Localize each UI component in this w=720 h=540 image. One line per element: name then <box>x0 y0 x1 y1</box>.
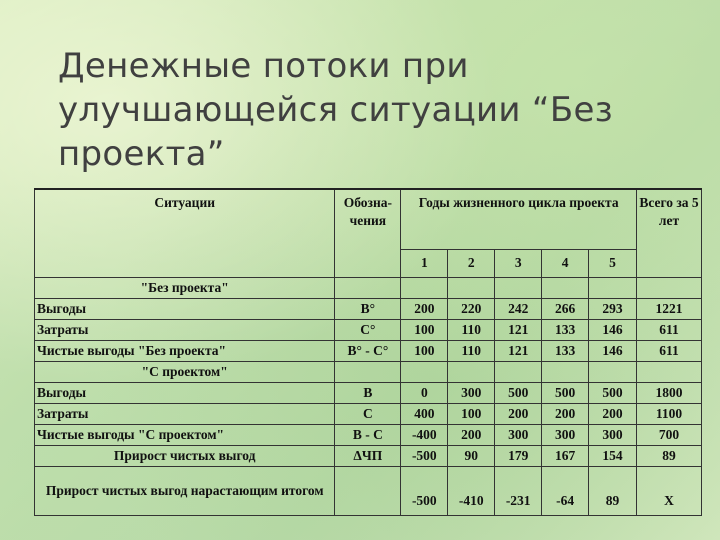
value-cell: 89 <box>589 466 637 515</box>
value-cell: 100 <box>401 340 448 361</box>
value-cell: 500 <box>495 382 542 403</box>
row-label: Затраты <box>35 403 335 424</box>
value-cell: 300 <box>542 424 589 445</box>
value-cell: 220 <box>448 298 495 319</box>
row-label: Чистые выгоды "Без проекта" <box>35 340 335 361</box>
cell <box>542 277 589 298</box>
row-label: Затраты <box>35 319 335 340</box>
total-cell: 611 <box>637 340 702 361</box>
row-code: ΔЧП <box>335 445 401 466</box>
row-code: B° <box>335 298 401 319</box>
row-label: Выгоды <box>35 298 335 319</box>
value-cell: 266 <box>542 298 589 319</box>
row-code: C <box>335 403 401 424</box>
value-cell: 400 <box>401 403 448 424</box>
cell <box>589 277 637 298</box>
table-row <box>35 319 702 340</box>
value-cell: 179 <box>495 445 542 466</box>
row-code: B° - C° <box>335 340 401 361</box>
slide-title: Денежные потоки при улучшающейся ситуации “Без проекта” <box>58 46 614 174</box>
value-cell: -500 <box>401 466 448 515</box>
table-row <box>35 298 702 319</box>
value-cell: 300 <box>495 424 542 445</box>
cell <box>542 361 589 382</box>
section-with-project: "С проектом" <box>35 361 335 382</box>
total-cell: 1800 <box>637 382 702 403</box>
value-cell: -64 <box>542 466 589 515</box>
value-cell: 500 <box>542 382 589 403</box>
cell <box>495 361 542 382</box>
table-row <box>35 403 702 424</box>
value-cell: 100 <box>448 403 495 424</box>
total-cell: X <box>637 466 702 515</box>
header-years: Годы жизненного цикла проекта <box>401 189 637 249</box>
value-cell: 121 <box>495 340 542 361</box>
year-header: 1 <box>401 249 448 277</box>
cell <box>335 361 401 382</box>
row-code: B <box>335 382 401 403</box>
value-cell: 200 <box>401 298 448 319</box>
total-cell: 1221 <box>637 298 702 319</box>
total-cell: 700 <box>637 424 702 445</box>
row-label: Прирост чистых выгод нарастающим итогом <box>35 466 335 515</box>
cell <box>401 361 448 382</box>
cell <box>637 277 702 298</box>
cell <box>495 277 542 298</box>
value-cell: 133 <box>542 340 589 361</box>
value-cell: 167 <box>542 445 589 466</box>
value-cell: 121 <box>495 319 542 340</box>
value-cell: 146 <box>589 340 637 361</box>
cell <box>448 277 495 298</box>
total-cell: 89 <box>637 445 702 466</box>
value-cell: -231 <box>495 466 542 515</box>
value-cell: 200 <box>542 403 589 424</box>
row-label: Выгоды <box>35 382 335 403</box>
value-cell: 110 <box>448 319 495 340</box>
value-cell: 110 <box>448 340 495 361</box>
value-cell: 133 <box>542 319 589 340</box>
value-cell: -400 <box>401 424 448 445</box>
value-cell: 146 <box>589 319 637 340</box>
table-row <box>35 382 702 403</box>
cell <box>637 361 702 382</box>
table-row <box>35 340 702 361</box>
value-cell: 200 <box>589 403 637 424</box>
row-label: Чистые выгоды "С проектом" <box>35 424 335 445</box>
total-cell: 611 <box>637 319 702 340</box>
row-code <box>335 466 401 515</box>
year-header: 4 <box>542 249 589 277</box>
value-cell: 300 <box>589 424 637 445</box>
cell <box>589 361 637 382</box>
year-header: 2 <box>448 249 495 277</box>
header-situations: Ситуации <box>35 189 335 277</box>
value-cell: 0 <box>401 382 448 403</box>
value-cell: 200 <box>495 403 542 424</box>
value-cell: 293 <box>589 298 637 319</box>
table-row <box>35 424 702 445</box>
year-header: 3 <box>495 249 542 277</box>
cell <box>401 277 448 298</box>
table-row <box>35 466 702 515</box>
row-label: Прирост чистых выгод <box>35 445 335 466</box>
cell <box>335 277 401 298</box>
section-without-project: "Без проекта" <box>35 277 335 298</box>
row-code: B - C <box>335 424 401 445</box>
value-cell: 200 <box>448 424 495 445</box>
value-cell: 300 <box>448 382 495 403</box>
header-notation: Обозна-чения <box>335 189 401 277</box>
value-cell: -500 <box>401 445 448 466</box>
table-row <box>35 445 702 466</box>
header-total: Всего за 5 лет <box>637 189 702 277</box>
total-cell: 1100 <box>637 403 702 424</box>
value-cell: 90 <box>448 445 495 466</box>
value-cell: 100 <box>401 319 448 340</box>
value-cell: 154 <box>589 445 637 466</box>
value-cell: -410 <box>448 466 495 515</box>
year-header: 5 <box>589 249 637 277</box>
cash-flow-table <box>34 188 702 516</box>
value-cell: 242 <box>495 298 542 319</box>
cell <box>448 361 495 382</box>
value-cell: 500 <box>589 382 637 403</box>
row-code: C° <box>335 319 401 340</box>
